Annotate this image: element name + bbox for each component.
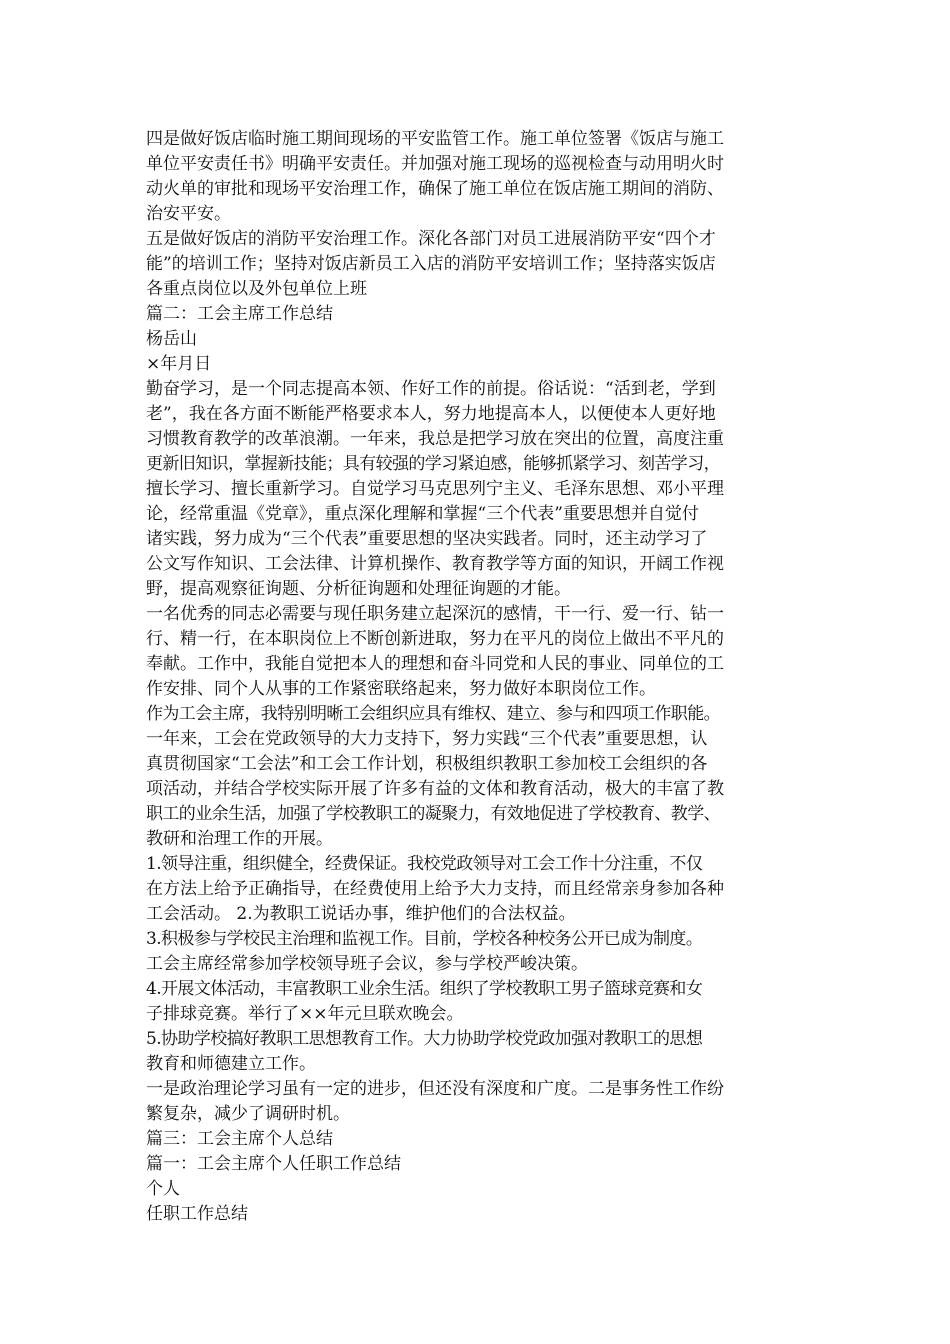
list-item-continuation: 在方法上给予正确指导，在经费使用上给予大力支持，而且经常亲身参加各种 [146,879,724,899]
text-line: 五是做好饭店的消防平安治理工作。深化各部门对员工进展消防平安“四个才 [146,229,716,249]
list-item: 5.协助学校搞好教职工思想教育工作。大力协助学校党政加强对教职工的思想 [146,1029,703,1049]
text-line: 奉献。工作中，我能自觉把本人的理想和奋斗同党和人民的事业、同单位的工 [146,654,724,674]
text-line: 论，经常重温《党章》，重点深化理解和掌握“三个代表”重要思想并自觉付 [146,504,699,524]
text-line: 真贯彻国家“工会法”和工会工作计划，积极组织教职工参加校工会组织的各 [146,754,708,774]
text-line: 公文写作知识、工会法律、计算机操作、教育教学等方面的知识，开阔工作视 [146,554,724,574]
heading-line: 个人 [146,1179,180,1199]
list-item: 1.领导注重，组织健全，经费保证。我校党政领导对工会工作十分注重，不仅 [146,854,703,874]
list-item-continuation: 子排球竞赛。举行了××年元旦联欢晚会。 [146,1004,464,1024]
text-line: 一名优秀的同志必需要与现任职务建立起深沉的感情，干一行、爱一行、钻一 [146,604,724,624]
text-line: 更新旧知识，掌握新技能；具有较强的学习紧迫感，能够抓紧学习、刻苦学习， [146,454,720,474]
text-line: 作为工会主席，我特别明晰工会组织应具有维权、建立、参与和四项工作职能。 [146,704,720,724]
list-item: 3.积极参与学校民主治理和监视工作。目前，学校各种校务公开已成为制度。 [146,929,703,949]
text-line: 繁复杂，减少了调研时机。 [146,1104,350,1124]
text-line: 一是政治理论学习虽有一定的进步，但还没有深度和广度。二是事务性工作纷 [146,1079,724,1099]
document-body [146,127,812,1227]
text-line: 勤奋学习，是一个同志提高本领、作好工作的前提。俗话说：“活到老，学到 [146,379,716,399]
date-line: ×年月日 [146,354,212,374]
text-line: 单位平安责任书》明确平安责任。并加强对施工现场的巡视检查与动用明火时 [146,154,724,174]
text-line: 动火单的审批和现场平安治理工作，确保了施工单位在饭店施工期间的消防、 [146,179,724,199]
section-heading: 篇二：工会主席工作总结 [146,304,333,324]
author-name: 杨岳山 [146,329,197,349]
text-line: 能”的培训工作；坚持对饭店新员工入店的消防平安培训工作；坚持落实饭店 [146,254,716,274]
text-line: 野，提高观察征询题、分析征询题和处理征询题的才能。 [146,579,571,599]
text-line: 习惯教育教学的改革浪潮。一年来，我总是把学习放在突出的位置，高度注重 [146,429,724,449]
text-line: 一年来，工会在党政领导的大力支持下，努力实践“三个代表”重要思想，认 [146,729,708,749]
heading-line: 任职工作总结 [146,1204,248,1224]
list-item: 4.开展文体活动，丰富教职工业余生活。组织了学校教职工男子篮球竞赛和女 [146,979,703,999]
section-heading: 篇一：工会主席个人任职工作总结 [146,1154,401,1174]
text-line: 教研和治理工作的开展。 [146,829,333,849]
list-item: 工会活动。 2.为教职工说话办事，维护他们的合法权益。 [146,904,576,924]
text-line: 治安平安。 [146,204,231,224]
section-heading: 篇三：工会主席个人总结 [146,1129,333,1149]
text-line: 各重点岗位以及外包单位上班 [146,279,367,299]
list-item-continuation: 工会主席经常参加学校领导班子会议，参与学校严峻决策。 [146,954,588,974]
list-item-continuation: 教育和师德建立工作。 [146,1054,316,1074]
text-line: 老”，我在各方面不断能严格要求本人，努力地提高本人，以便使本人更好地 [146,404,716,424]
text-line: 擅长学习、擅长重新学习。自觉学习马克思列宁主义、毛泽东思想、邓小平理 [146,479,724,499]
text-line: 行、精一行，在本职岗位上不断创新进取，努力在平凡的岗位上做出不平凡的 [146,629,724,649]
text-line: 作安排、同个人从事的工作紧密联络起来，努力做好本职岗位工作。 [146,679,656,699]
text-line: 项活动，并结合学校实际开展了许多有益的文体和教育活动，极大的丰富了教 [146,779,724,799]
text-line: 四是做好饭店临时施工期间现场的平安监管工作。施工单位签署《饭店与施工 [146,129,724,149]
text-line: 职工的业余生活，加强了学校教职工的凝聚力，有效地促进了学校教育、教学、 [146,804,720,824]
text-line: 诸实践，努力成为“三个代表”重要思想的坚决实践者。同时，还主动学习了 [146,529,708,549]
